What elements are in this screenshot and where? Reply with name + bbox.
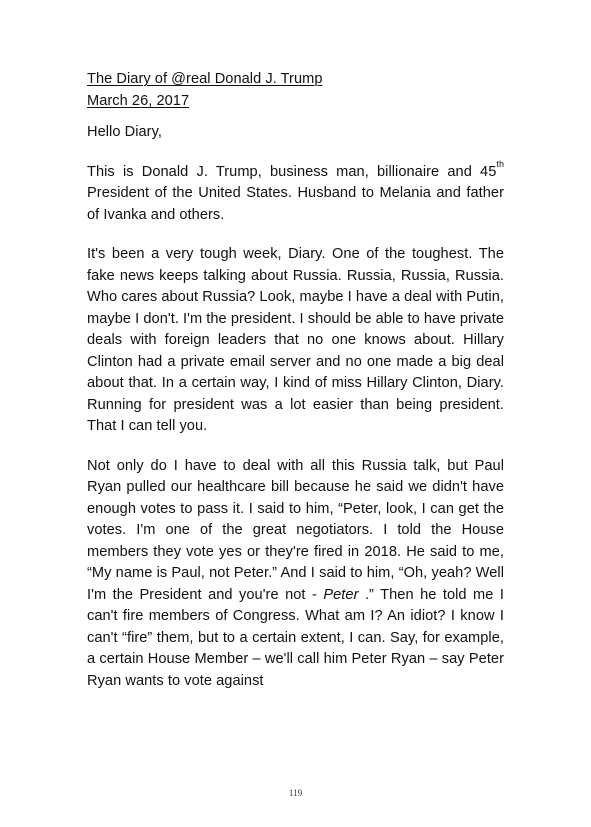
emphasis-peter: Peter xyxy=(323,586,359,603)
greeting: Hello Diary, xyxy=(87,124,162,140)
page-content xyxy=(87,69,504,692)
diary-title: The Diary of @real Donald J. Trump xyxy=(87,71,323,87)
paragraph-healthcare xyxy=(87,456,504,693)
diary-date: March 26, 2017 xyxy=(87,92,190,109)
page-number: 119 xyxy=(288,788,303,798)
paragraph-healthcare-text-continued: .” Then he told me I can't fire members of Congress. What am I? An idiot? I know I can't “fire” them, but to a certain extent, I can. Say, for example, a certain House Member – we'll call him Peter Ryan – say Peter Ryan wants to vote against xyxy=(87,586,504,689)
intro-text: This is Donald J. Trump, business man, billionaire and 45 xyxy=(87,163,497,180)
paragraph-tough-week: It's been a very tough week, Diary. One of the toughest. The fake news keeps talking about Russia. Russia, Russia, Russia. Who cares about Russia? Look, maybe I have a deal with Putin, maybe I don't. I'm the president. I should be able to have private deals with foreign leaders that no one knows about. Hillary Clinton had a private email server and no one made a big deal about that. In a certain way, I kind of miss Hillary Clinton, Diary. Running for president was a lot easier than being president. That I can tell you. xyxy=(87,246,504,434)
intro-text-continued: President of the United States. Husband to Melania and father of Ivanka and others. xyxy=(87,185,504,223)
paragraph-healthcare-text: Not only do I have to deal with all this Russia talk, but Paul Ryan pulled our healthcare bill because he said we didn't have enough votes to pass it. I said to him, “Peter, look, I can get the votes. I'm one of the great negotiators. I told the House members they vote yes or they're fired in 2018. He said to me, “My name is Paul, not Peter.” And I said to him, “Oh, yeah? Well I'm the President and you're not - xyxy=(87,457,504,603)
intro-paragraph xyxy=(87,158,504,227)
ordinal-suffix: th xyxy=(496,158,504,169)
